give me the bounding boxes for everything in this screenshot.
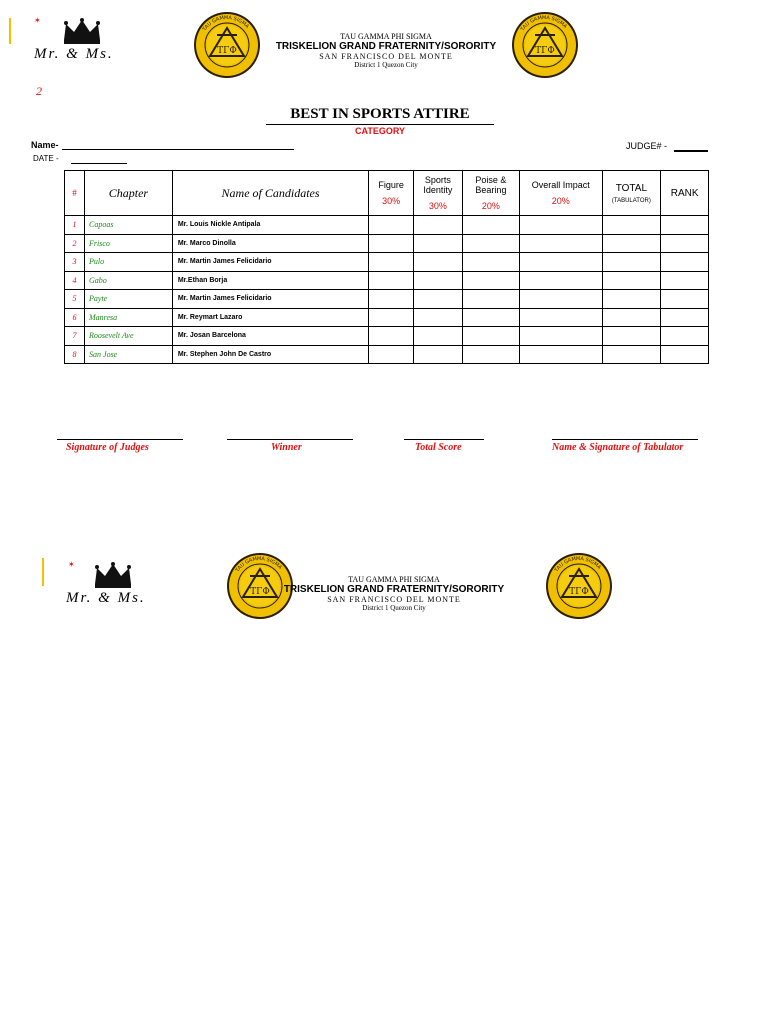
score-cell-figure[interactable] bbox=[369, 234, 414, 253]
score-cell-figure[interactable] bbox=[369, 253, 414, 272]
judge-field[interactable] bbox=[674, 150, 708, 152]
row-candidate-name: Mr. Martin James Felicidario bbox=[172, 253, 368, 272]
date-field[interactable] bbox=[71, 163, 127, 164]
page-marker: 2 bbox=[36, 84, 42, 98]
score-cell-overall[interactable] bbox=[520, 234, 602, 253]
winner-label: Winner bbox=[271, 442, 302, 453]
score-cell-poise[interactable] bbox=[462, 234, 519, 253]
org-line4: District 1 Quezon City bbox=[354, 61, 418, 69]
score-cell-rank[interactable] bbox=[661, 308, 709, 327]
row-chapter: San Jose bbox=[85, 345, 173, 364]
score-cell-total[interactable] bbox=[602, 253, 661, 272]
col-name: Name of Candidates bbox=[172, 171, 368, 216]
col-sports-identity-label: Sports Identity bbox=[423, 175, 453, 195]
score-cell-sports-identity[interactable] bbox=[414, 308, 463, 327]
weight-sports-identity: 30% bbox=[428, 201, 447, 211]
crown-icon bbox=[62, 18, 102, 46]
score-cell-poise[interactable] bbox=[462, 327, 519, 346]
score-cell-sports-identity[interactable] bbox=[414, 271, 463, 290]
total-score-label: Total Score bbox=[415, 442, 462, 453]
score-cell-total[interactable] bbox=[602, 327, 661, 346]
score-cell-sports-identity[interactable] bbox=[414, 216, 463, 235]
score-cell-overall[interactable] bbox=[520, 308, 602, 327]
date-label: DATE - bbox=[33, 154, 59, 163]
name-label: Name- bbox=[31, 140, 59, 150]
seal-left-icon bbox=[193, 11, 261, 79]
row-number: 4 bbox=[65, 271, 85, 290]
score-cell-poise[interactable] bbox=[462, 290, 519, 309]
score-cell-poise[interactable] bbox=[462, 271, 519, 290]
col-total-sub: (TABULATOR) bbox=[611, 197, 651, 204]
tabulator-label: Name & Signature of Tabulator bbox=[552, 442, 684, 453]
col-total bbox=[602, 171, 661, 216]
score-cell-total[interactable] bbox=[602, 271, 661, 290]
tabulator-line[interactable] bbox=[552, 439, 698, 440]
row-chapter: Gabo bbox=[85, 271, 173, 290]
score-cell-rank[interactable] bbox=[661, 234, 709, 253]
org-line1: TAU GAMMA PHI SIGMA bbox=[340, 32, 432, 41]
col-poise bbox=[462, 171, 519, 216]
score-cell-rank[interactable] bbox=[661, 271, 709, 290]
table-row bbox=[65, 216, 709, 235]
score-cell-sports-identity[interactable] bbox=[414, 253, 463, 272]
table-row bbox=[65, 253, 709, 272]
weight-poise: 20% bbox=[481, 201, 500, 211]
score-cell-poise[interactable] bbox=[462, 308, 519, 327]
score-cell-overall[interactable] bbox=[520, 216, 602, 235]
score-cell-rank[interactable] bbox=[661, 345, 709, 364]
crown-icon-2 bbox=[93, 562, 133, 590]
col-chapter: Chapter bbox=[85, 171, 173, 216]
score-cell-overall[interactable] bbox=[520, 290, 602, 309]
judges-sign-label: Signature of Judges bbox=[66, 442, 149, 453]
score-cell-figure[interactable] bbox=[369, 290, 414, 309]
logo-text-2: Mr. & Ms. bbox=[66, 590, 146, 606]
row-candidate-name: Mr. Louis Nickle Antipala bbox=[172, 216, 368, 235]
row-candidate-name: Mr. Stephen John De Castro bbox=[172, 345, 368, 364]
score-cell-sports-identity[interactable] bbox=[414, 290, 463, 309]
table-row bbox=[65, 308, 709, 327]
score-cell-rank[interactable] bbox=[661, 253, 709, 272]
logo-text: Mr. & Ms. bbox=[34, 46, 114, 62]
score-cell-poise[interactable] bbox=[462, 345, 519, 364]
score-cell-total[interactable] bbox=[602, 345, 661, 364]
row-candidate-name: Mr. Reymart Lazaro bbox=[172, 308, 368, 327]
row-number: 6 bbox=[65, 308, 85, 327]
score-cell-figure[interactable] bbox=[369, 271, 414, 290]
table-row bbox=[65, 345, 709, 364]
score-cell-poise[interactable] bbox=[462, 216, 519, 235]
row-candidate-name: Mr. Marco Dinolla bbox=[172, 234, 368, 253]
score-cell-overall[interactable] bbox=[520, 327, 602, 346]
row-candidate-name: Mr.Ethan Borja bbox=[172, 271, 368, 290]
table-row bbox=[65, 234, 709, 253]
score-cell-total[interactable] bbox=[602, 308, 661, 327]
score-cell-overall[interactable] bbox=[520, 253, 602, 272]
org-line2: TRISKELION GRAND FRATERNITY/SORORITY bbox=[275, 41, 497, 52]
col-overall-label: Overall Impact bbox=[531, 180, 590, 190]
score-cell-total[interactable] bbox=[602, 234, 661, 253]
org2-line1: TAU GAMMA PHI SIGMA bbox=[348, 575, 440, 584]
table-row bbox=[65, 327, 709, 346]
winner-line[interactable] bbox=[227, 439, 353, 440]
org2-line3: SAN FRANCISCO DEL MONTE bbox=[327, 595, 461, 604]
score-cell-figure[interactable] bbox=[369, 216, 414, 235]
total-score-line[interactable] bbox=[404, 439, 484, 440]
row-chapter: Payte bbox=[85, 290, 173, 309]
corner-mark bbox=[9, 18, 11, 44]
weight-figure: 30% bbox=[382, 196, 401, 206]
row-number: 7 bbox=[65, 327, 85, 346]
row-chapter: Manresa bbox=[85, 308, 173, 327]
score-cell-sports-identity[interactable] bbox=[414, 345, 463, 364]
subtitle: CATEGORY bbox=[354, 126, 405, 136]
judge-label: JUDGE# - bbox=[626, 141, 668, 151]
name-field[interactable] bbox=[62, 149, 294, 150]
row-chapter: Pulo bbox=[85, 253, 173, 272]
table-row bbox=[65, 271, 709, 290]
col-num: # bbox=[65, 171, 85, 216]
score-cell-overall[interactable] bbox=[520, 345, 602, 364]
table-row bbox=[65, 290, 709, 309]
title-underline bbox=[266, 124, 494, 125]
col-sports-identity bbox=[414, 171, 463, 216]
score-table bbox=[64, 170, 709, 364]
org2-line4: District 1 Quezon City bbox=[362, 604, 426, 612]
seal-right-icon bbox=[511, 11, 579, 79]
col-figure-label: Figure bbox=[378, 180, 404, 190]
score-cell-sports-identity[interactable] bbox=[414, 234, 463, 253]
page-title: BEST IN SPORTS ATTIRE bbox=[290, 106, 470, 122]
col-overall bbox=[520, 171, 602, 216]
score-cell-total[interactable] bbox=[602, 216, 661, 235]
col-rank: RANK bbox=[661, 171, 709, 216]
score-cell-total[interactable] bbox=[602, 290, 661, 309]
org-header bbox=[262, 32, 510, 69]
score-cell-figure[interactable] bbox=[369, 327, 414, 346]
corner-mark-2 bbox=[42, 558, 44, 586]
weight-overall: 20% bbox=[551, 196, 570, 206]
org2-line2: TRISKELION GRAND FRATERNITY/SORORITY bbox=[283, 584, 505, 595]
org-line3: SAN FRANCISCO DEL MONTE bbox=[319, 52, 453, 61]
sparkle-icon: ✶ bbox=[34, 16, 41, 25]
row-number: 5 bbox=[65, 290, 85, 309]
row-chapter: Capoas bbox=[85, 216, 173, 235]
score-cell-rank[interactable] bbox=[661, 290, 709, 309]
score-cell-sports-identity[interactable] bbox=[414, 327, 463, 346]
score-cell-rank[interactable] bbox=[661, 216, 709, 235]
row-candidate-name: Mr. Josan Barcelona bbox=[172, 327, 368, 346]
table-header-row bbox=[65, 171, 709, 216]
col-total-label: TOTAL bbox=[615, 182, 648, 194]
row-number: 2 bbox=[65, 234, 85, 253]
seal-right-icon-2 bbox=[545, 552, 613, 620]
score-cell-figure[interactable] bbox=[369, 345, 414, 364]
score-cell-rank[interactable] bbox=[661, 327, 709, 346]
judges-sign-line[interactable] bbox=[57, 439, 183, 440]
row-number: 3 bbox=[65, 253, 85, 272]
col-figure bbox=[369, 171, 414, 216]
row-candidate-name: Mr. Martin James Felicidario bbox=[172, 290, 368, 309]
score-cell-poise[interactable] bbox=[462, 253, 519, 272]
row-chapter: Roosevelt Ave bbox=[85, 327, 173, 346]
sparkle-icon-2: ✶ bbox=[68, 560, 75, 569]
row-number: 8 bbox=[65, 345, 85, 364]
score-cell-figure[interactable] bbox=[369, 308, 414, 327]
score-cell-overall[interactable] bbox=[520, 271, 602, 290]
col-poise-label: Poise & Bearing bbox=[475, 175, 507, 195]
row-chapter: Frisco bbox=[85, 234, 173, 253]
row-number: 1 bbox=[65, 216, 85, 235]
org-header-2 bbox=[260, 575, 528, 612]
